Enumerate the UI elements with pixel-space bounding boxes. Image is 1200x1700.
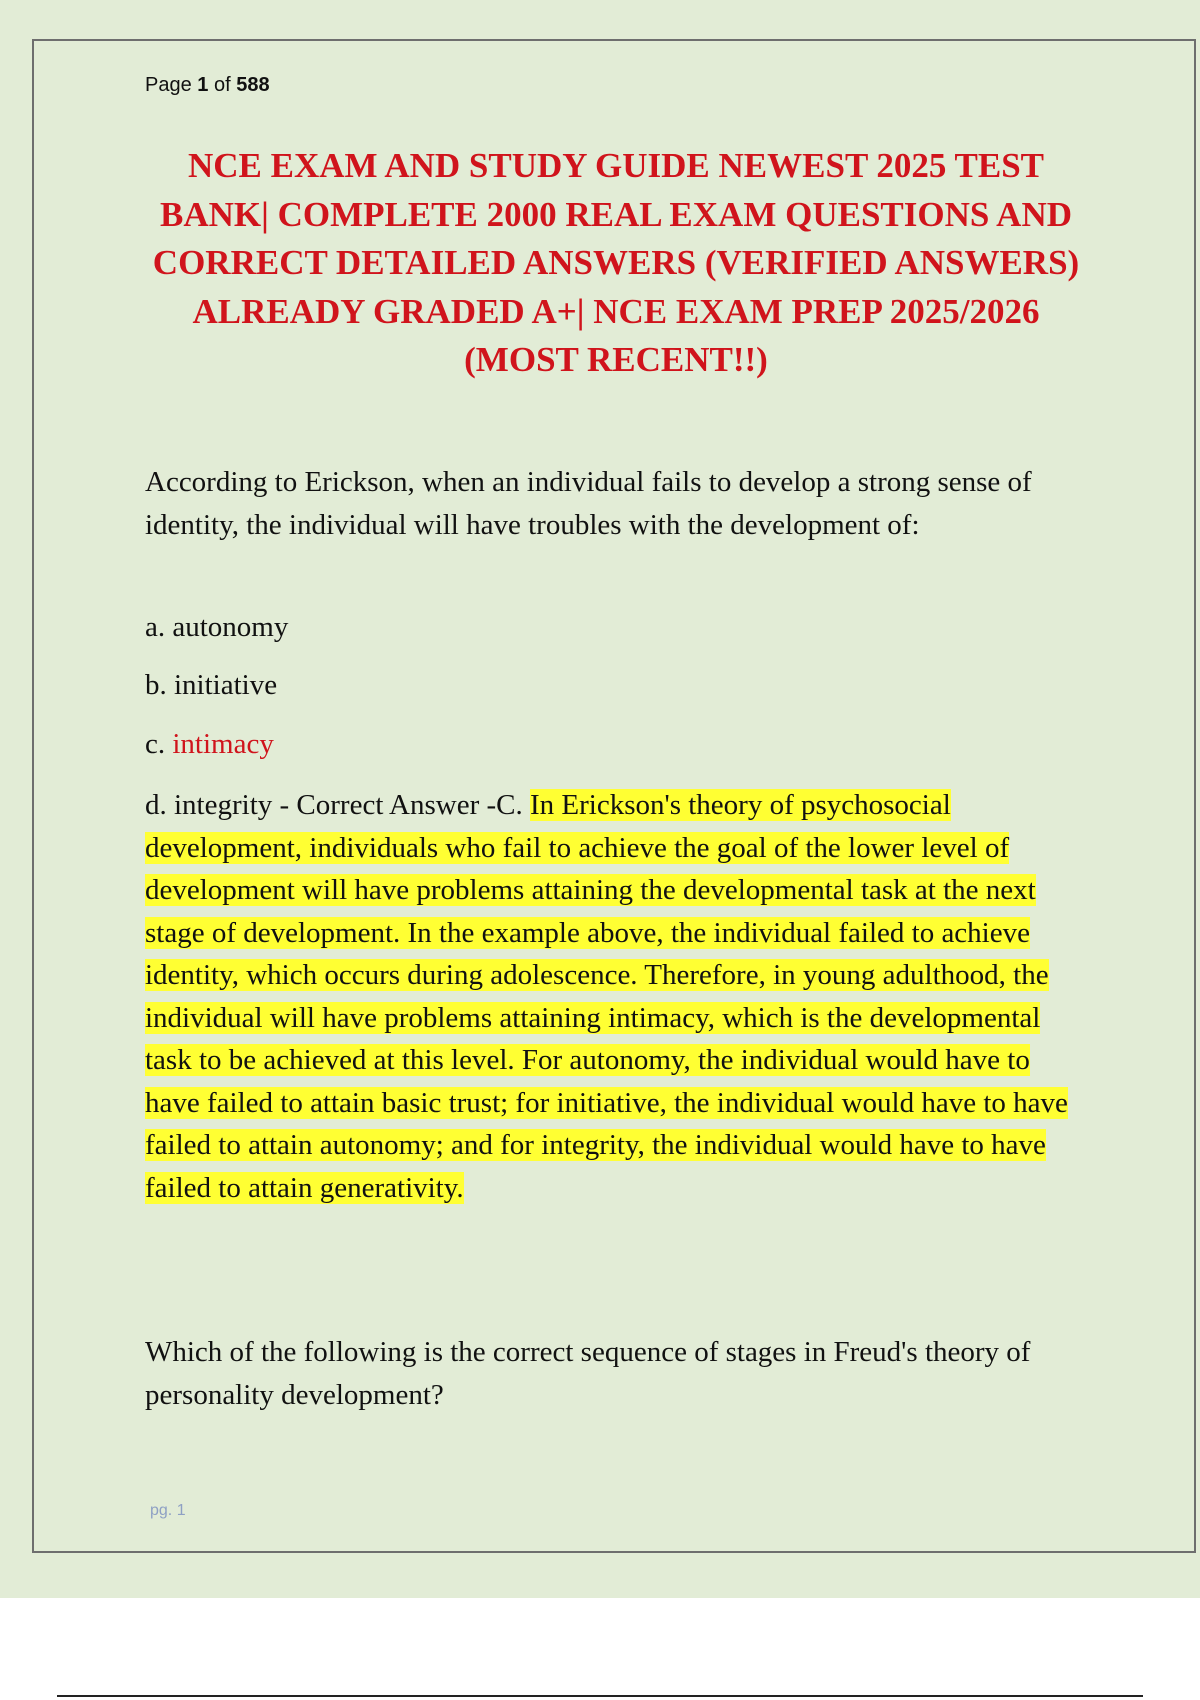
question-2-text: Which of the following is the correct sequence of stages in Freud's theory of personality development? [145,1336,1031,1411]
option-b: b. initiative [145,669,278,701]
document-title: NCE EXAM AND STUDY GUIDE NEWEST 2025 TEST BANK| COMPLETE 2000 REAL EXAM QUESTIONS AND CORRECT DETAILED ANSWERS (VERIFIED ANSWERS) ALREADY GRADED A+| NCE EXAM PREP 2025/2026 (MOST RECENT!!) [152,146,1080,379]
answer-block [145,784,1085,1209]
question-1-text: According to Erickson, when an individual fails to develop a strong sense of identity, the individual will have troubles with the development of: [145,466,1032,541]
option-c [145,723,274,766]
page-prefix: Page [145,74,192,96]
option-c-prefix: c. [145,728,166,760]
page-counter [145,74,270,97]
bottom-divider [57,1695,1143,1697]
page-of: of [213,74,231,96]
page-total: 588 [236,74,270,96]
page-current: 1 [197,74,209,96]
answer-explanation: In Erickson's theory of psychosocial development, individuals who fail to achieve the goal of the lower level of development will have problems attaining the developmental task at the next stage of development. In the example above, the individual failed to achieve identity, which occurs during adolescence. Therefore, in young adulthood, the individual will have problems attaining intimacy, which is the developmental task to be achieved at this level. For autonomy, the individual would have to have failed to attain basic trust; for initiative, the individual would have to have failed to attain autonomy; and for integrity, the individual would have to have failed to attain generativity. [145,789,1068,1204]
option-a: a. autonomy [145,611,289,643]
option-d-answer: d. integrity - Correct Answer -C. [145,789,523,821]
option-c-value: intimacy [172,728,274,760]
footer-page-label: pg. 1 [150,1502,186,1519]
